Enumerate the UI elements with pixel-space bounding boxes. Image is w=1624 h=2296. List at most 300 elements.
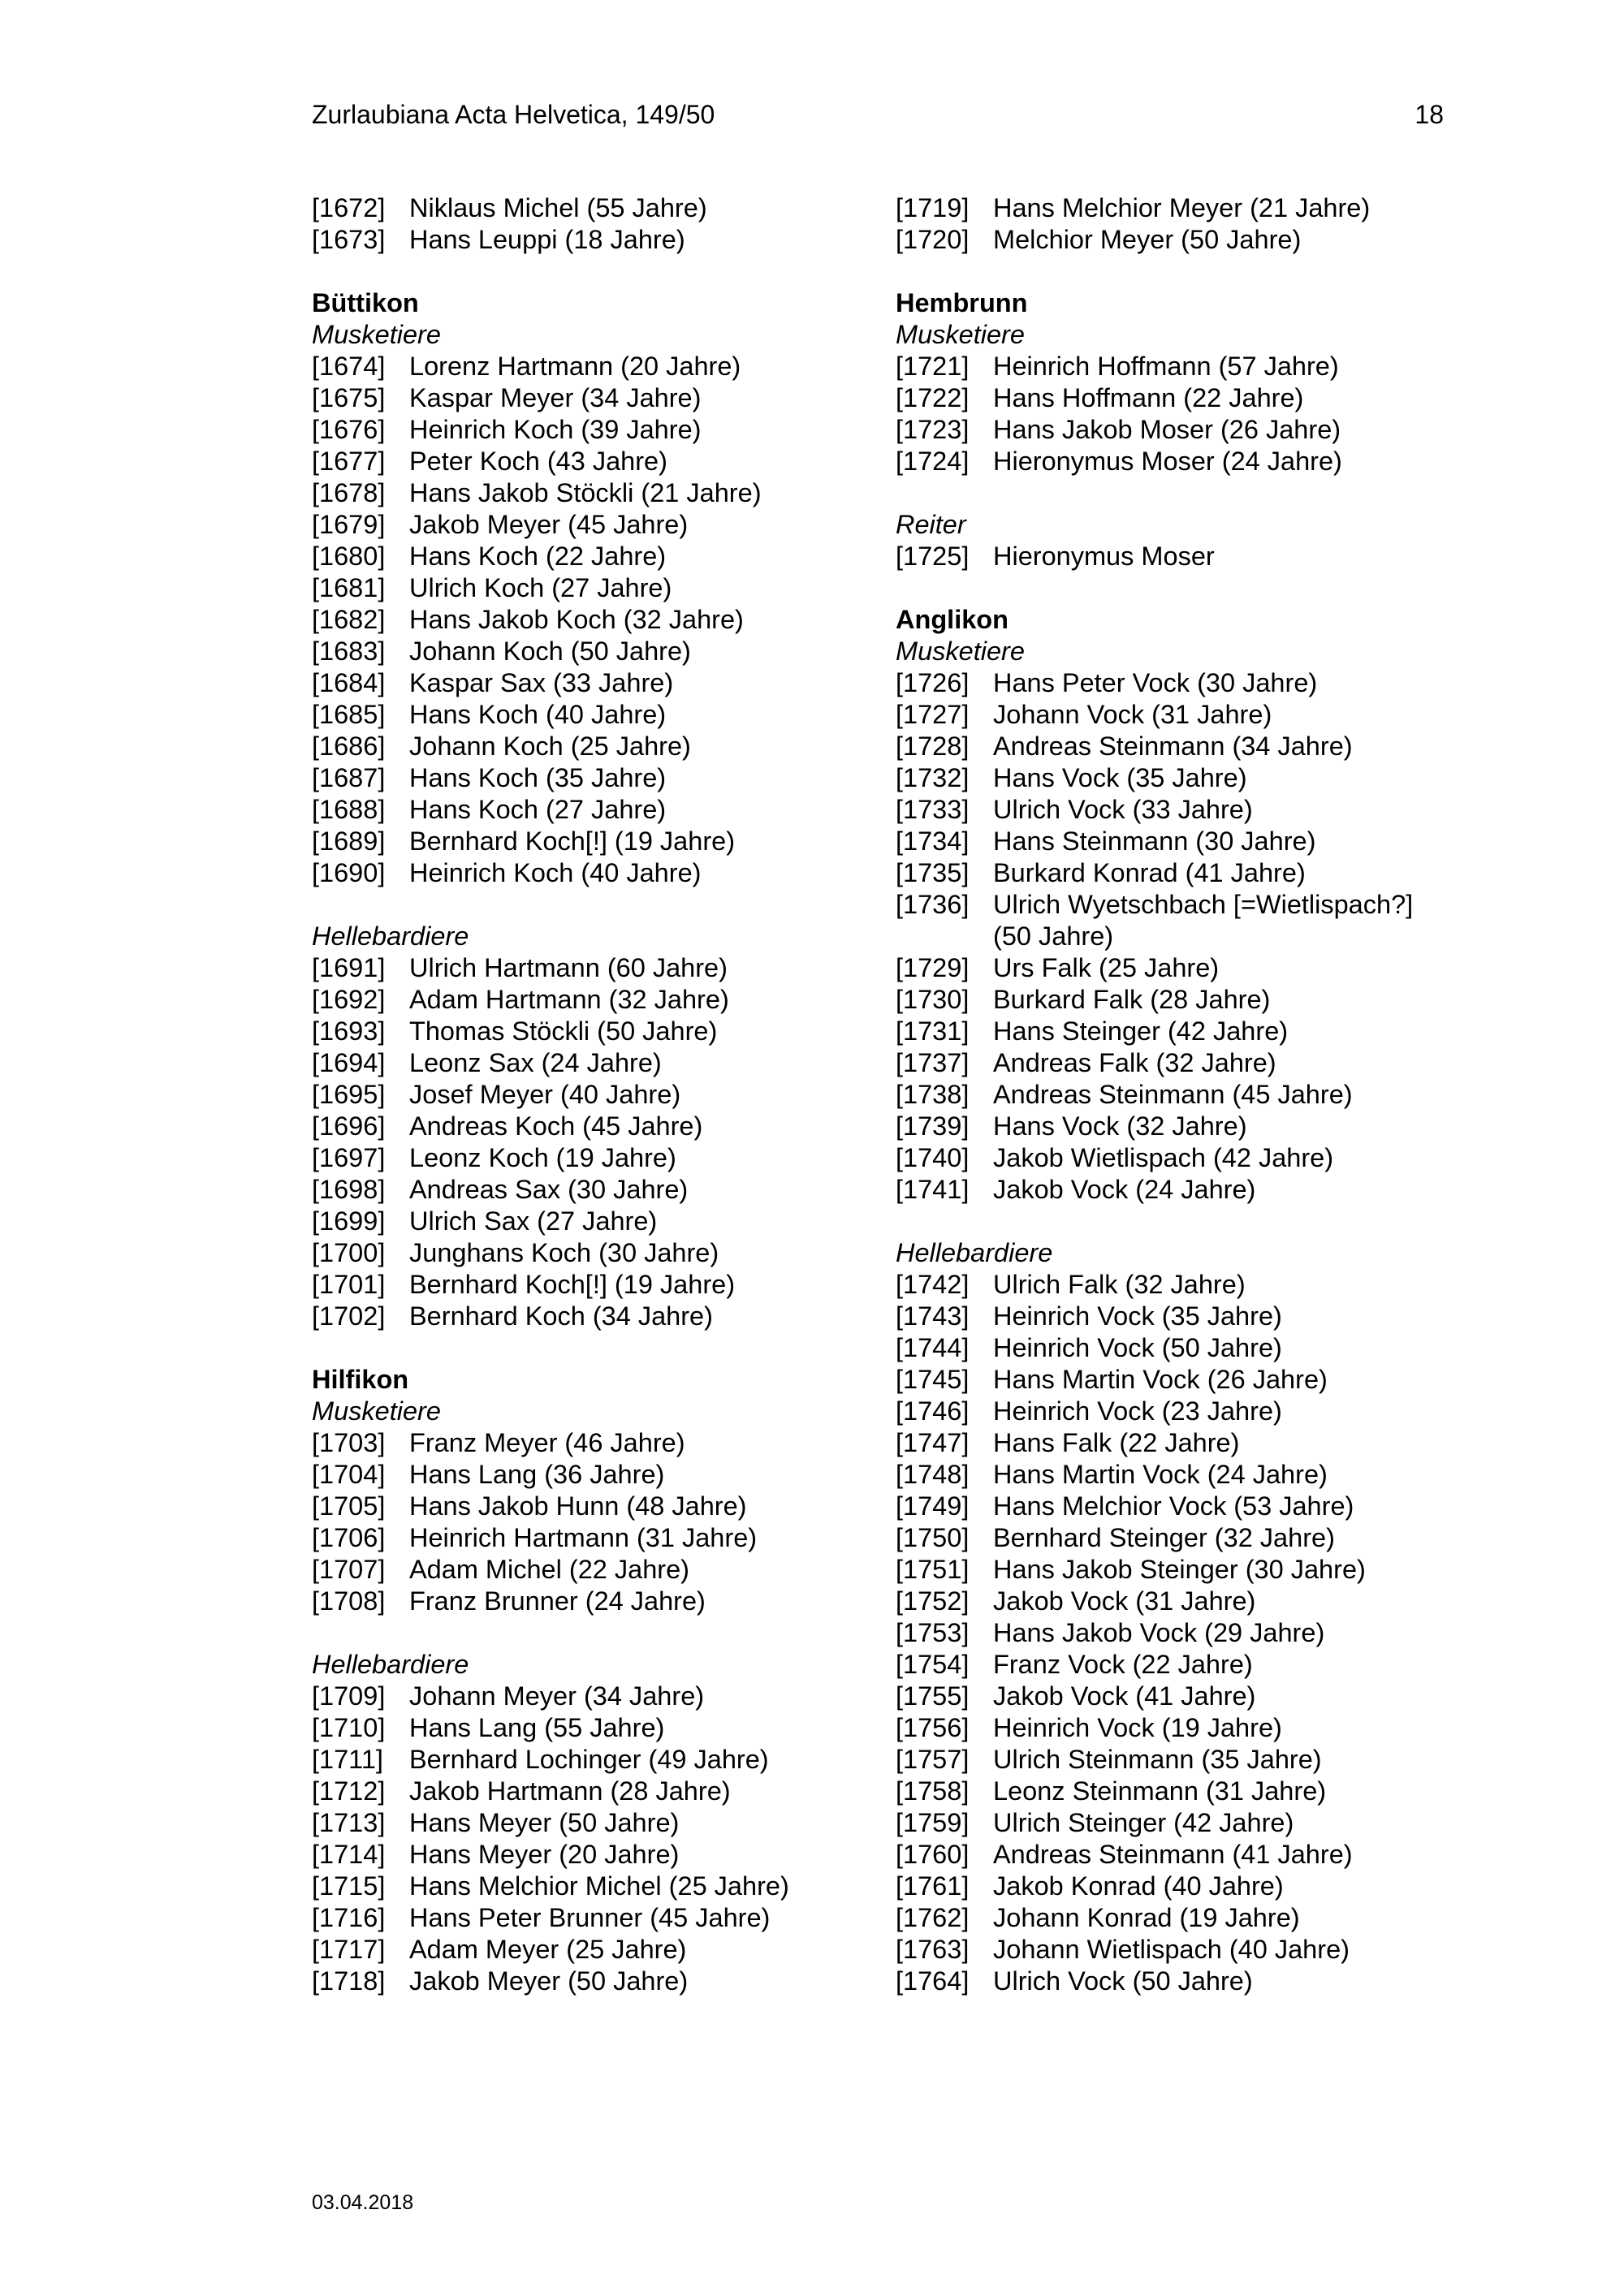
entry-number: [1676] [312, 415, 386, 444]
entry-name: Franz Meyer (46 Jahre) [409, 1428, 685, 1457]
entry-name: Heinrich Hoffmann (57 Jahre) [993, 352, 1339, 381]
section-heading: Anglikon [896, 605, 1009, 634]
roster-entry [896, 1111, 1464, 1142]
entry-name: Jakob Vock (31 Jahre) [993, 1586, 1256, 1616]
entry-number: [1681] [312, 573, 386, 602]
roster-entry [312, 699, 848, 731]
entry-name: Heinrich Vock (19 Jahre) [993, 1713, 1282, 1742]
entry-name: Adam Hartmann (32 Jahre) [409, 985, 729, 1014]
entry-number: [1764] [896, 1966, 970, 1996]
unit-category: Musketiere [896, 320, 1025, 349]
blank-line [312, 889, 848, 921]
roster-entry [312, 1142, 848, 1174]
roster-entry [312, 1491, 848, 1522]
entry-name: Hans Falk (22 Jahre) [993, 1428, 1240, 1457]
entry-number: [1758] [896, 1776, 970, 1806]
entry-number: [1718] [312, 1966, 386, 1996]
entry-number: [1699] [312, 1206, 386, 1236]
roster-entry [312, 1586, 848, 1617]
entry-number: [1706] [312, 1523, 386, 1552]
entry-name: Hans Koch (40 Jahre) [409, 700, 667, 729]
page-number: 18 [1415, 100, 1444, 129]
entry-name: Adam Michel (22 Jahre) [409, 1555, 689, 1584]
entry-number: [1702] [312, 1301, 386, 1331]
entry-number: [1762] [896, 1903, 970, 1932]
blank-line [896, 572, 1464, 604]
entry-name: Jakob Konrad (40 Jahre) [993, 1871, 1284, 1901]
entry-number: [1731] [896, 1016, 970, 1046]
roster-entry [896, 667, 1464, 699]
section-heading: Hembrunn [896, 288, 1028, 317]
entry-name: Jakob Vock (24 Jahre) [993, 1175, 1256, 1204]
blank-line [312, 1617, 848, 1649]
entry-name: Hans Jakob Hunn (48 Jahre) [409, 1491, 747, 1521]
entry-number: [1738] [896, 1080, 970, 1109]
section-heading: Hilfikon [312, 1365, 409, 1394]
entry-continuation: (50 Jahre) [993, 921, 1114, 951]
entry-name: Hans Melchior Meyer (21 Jahre) [993, 193, 1371, 222]
entry-number: [1752] [896, 1586, 970, 1616]
entry-name: Niklaus Michel (55 Jahre) [409, 193, 707, 222]
entry-number: [1754] [896, 1650, 970, 1679]
roster-entry [896, 1839, 1464, 1871]
entry-name: Ulrich Koch (27 Jahre) [409, 573, 672, 602]
roster-entry [312, 1427, 848, 1459]
roster-entry [896, 762, 1464, 794]
unit-category: Hellebardiere [896, 1238, 1053, 1267]
entry-number: [1739] [896, 1111, 970, 1141]
roster-entry [896, 826, 1464, 857]
entry-number: [1701] [312, 1270, 386, 1299]
entry-name: Ulrich Vock (33 Jahre) [993, 795, 1253, 824]
roster-entry [312, 572, 848, 604]
entry-name: Andreas Falk (32 Jahre) [993, 1048, 1276, 1077]
roster-entry [896, 857, 1464, 889]
entry-number: [1755] [896, 1681, 970, 1711]
roster-entry [312, 382, 848, 414]
entry-name: Andreas Steinmann (45 Jahre) [993, 1080, 1353, 1109]
entry-name: Kaspar Meyer (34 Jahre) [409, 383, 702, 412]
entry-number: [1723] [896, 415, 970, 444]
entry-name: Bernhard Lochinger (49 Jahre) [409, 1745, 769, 1774]
roster-entry [896, 1301, 1464, 1332]
roster-entry [896, 1079, 1464, 1111]
roster-entry [896, 1459, 1464, 1491]
entry-number: [1749] [896, 1491, 970, 1521]
roster-entry [896, 1807, 1464, 1839]
entry-number: [1757] [896, 1745, 970, 1774]
entry-name: Melchior Meyer (50 Jahre) [993, 225, 1302, 254]
entry-number: [1751] [896, 1555, 970, 1584]
roster-entry [896, 1871, 1464, 1902]
roster-entry [896, 1396, 1464, 1427]
entry-name: Johann Wietlispach (40 Jahre) [993, 1935, 1350, 1964]
entry-name: Thomas Stöckli (50 Jahre) [409, 1016, 718, 1046]
roster-entry [896, 351, 1464, 382]
entry-number: [1709] [312, 1681, 386, 1711]
roster-entry [896, 1681, 1464, 1712]
entry-number: [1693] [312, 1016, 386, 1046]
roster-entry [896, 1744, 1464, 1776]
entry-name: Urs Falk (25 Jahre) [993, 953, 1220, 982]
entry-name: Johann Koch (25 Jahre) [409, 732, 691, 761]
entry-name: Hans Jakob Koch (32 Jahre) [409, 605, 744, 634]
unit-category: Reiter [896, 510, 966, 539]
entry-name: Jakob Wietlispach (42 Jahre) [993, 1143, 1334, 1172]
entry-number: [1673] [312, 225, 386, 254]
entry-name: Hans Jakob Steinger (30 Jahre) [993, 1555, 1366, 1584]
roster-entry [896, 1617, 1464, 1649]
entry-number: [1684] [312, 668, 386, 697]
entry-number: [1695] [312, 1080, 386, 1109]
roster-entry [312, 1174, 848, 1206]
entry-number: [1744] [896, 1333, 970, 1362]
entry-name: Burkard Falk (28 Jahre) [993, 985, 1271, 1014]
entry-number: [1700] [312, 1238, 386, 1267]
entry-name: Ulrich Sax (27 Jahre) [409, 1206, 658, 1236]
entry-name: Hans Koch (35 Jahre) [409, 763, 667, 792]
entry-number: [1763] [896, 1935, 970, 1964]
entry-name: Hans Peter Vock (30 Jahre) [993, 668, 1318, 697]
entry-number: [1735] [896, 858, 970, 887]
entry-name: Hans Meyer (50 Jahre) [409, 1808, 680, 1837]
entry-name: Josef Meyer (40 Jahre) [409, 1080, 681, 1109]
roster-entry [896, 731, 1464, 762]
entry-name: Hans Koch (27 Jahre) [409, 795, 667, 824]
entry-name: Andreas Sax (30 Jahre) [409, 1175, 689, 1204]
entry-name: Ulrich Steinmann (35 Jahre) [993, 1745, 1322, 1774]
entry-name: Ulrich Hartmann (60 Jahre) [409, 953, 728, 982]
entry-name: Heinrich Koch (39 Jahre) [409, 415, 702, 444]
roster-entry [312, 192, 848, 224]
entry-name: Hans Lang (36 Jahre) [409, 1460, 665, 1489]
roster-entry [312, 826, 848, 857]
entry-number: [1750] [896, 1523, 970, 1552]
roster-entry [312, 1047, 848, 1079]
entry-number: [1711] [312, 1745, 383, 1774]
entry-number: [1686] [312, 732, 386, 761]
entry-name: Hans Vock (32 Jahre) [993, 1111, 1247, 1141]
roster-entry [896, 1364, 1464, 1396]
unit-category: Hellebardiere [312, 1650, 469, 1679]
entry-name: Andreas Steinmann (34 Jahre) [993, 732, 1353, 761]
entry-number: [1736] [896, 890, 970, 919]
entry-name: Hans Jakob Vock (29 Jahre) [993, 1618, 1325, 1647]
entry-name: Hans Martin Vock (24 Jahre) [993, 1460, 1328, 1489]
entry-number: [1717] [312, 1935, 386, 1964]
entry-name: Hieronymus Moser [993, 542, 1215, 571]
roster-entry [312, 604, 848, 636]
entry-number: [1714] [312, 1840, 386, 1869]
entry-name: Hans Jakob Stöckli (21 Jahre) [409, 478, 762, 507]
entry-number: [1730] [896, 985, 970, 1014]
entry-number: [1737] [896, 1048, 970, 1077]
entry-name: Ulrich Falk (32 Jahre) [993, 1270, 1246, 1299]
roster-entry [312, 1776, 848, 1807]
roster-entry [896, 1554, 1464, 1586]
entry-name: Leonz Koch (19 Jahre) [409, 1143, 676, 1172]
entry-name: Andreas Koch (45 Jahre) [409, 1111, 703, 1141]
entry-name: Hans Melchior Michel (25 Jahre) [409, 1871, 789, 1901]
roster-entry [896, 794, 1464, 826]
entry-number: [1716] [312, 1903, 386, 1932]
roster-entry [896, 1332, 1464, 1364]
entry-number: [1722] [896, 383, 970, 412]
roster-entry [312, 731, 848, 762]
roster-entry [896, 1712, 1464, 1744]
roster-entry [896, 952, 1464, 984]
entry-name: Hans Peter Brunner (45 Jahre) [409, 1903, 771, 1932]
roster-entry [312, 414, 848, 446]
entry-number: [1705] [312, 1491, 386, 1521]
entry-number: [1733] [896, 795, 970, 824]
entry-name: Johann Vock (31 Jahre) [993, 700, 1272, 729]
entry-name: Bernhard Steinger (32 Jahre) [993, 1523, 1335, 1552]
entry-number: [1753] [896, 1618, 970, 1647]
entry-name: Hans Melchior Vock (53 Jahre) [993, 1491, 1354, 1521]
roster-entry [312, 477, 848, 509]
roster-entry [896, 1776, 1464, 1807]
entry-number: [1724] [896, 447, 970, 476]
blank-line [312, 256, 848, 287]
roster-entry [312, 1269, 848, 1301]
roster-entry [312, 1554, 848, 1586]
entry-number: [1756] [896, 1713, 970, 1742]
blank-line [896, 1206, 1464, 1237]
entry-name: Heinrich Vock (35 Jahre) [993, 1301, 1282, 1331]
roster-entry [312, 636, 848, 667]
roster-entry [312, 1016, 848, 1047]
entry-number: [1759] [896, 1808, 970, 1837]
roster-entry [312, 1934, 848, 1966]
entry-name: Bernhard Koch[!] (19 Jahre) [409, 1270, 736, 1299]
entry-number: [1692] [312, 985, 386, 1014]
entry-name: Hans Steinmann (30 Jahre) [993, 826, 1316, 856]
entry-number: [1683] [312, 637, 386, 666]
footer-date: 03.04.2018 [312, 2191, 414, 2214]
roster-entry [312, 1966, 848, 1997]
unit-category: Musketiere [312, 1396, 441, 1426]
unit-category: Musketiere [312, 320, 441, 349]
roster-entry [896, 224, 1464, 256]
entry-name: Burkard Konrad (41 Jahre) [993, 858, 1306, 887]
roster-entry [896, 1586, 1464, 1617]
roster-entry [896, 1491, 1464, 1522]
roster-entry [312, 1839, 848, 1871]
entry-number: [1728] [896, 732, 970, 761]
entry-number: [1734] [896, 826, 970, 856]
entry-name: Leonz Steinmann (31 Jahre) [993, 1776, 1327, 1806]
entry-number: [1715] [312, 1871, 386, 1901]
entry-number: [1691] [312, 953, 386, 982]
entry-number: [1674] [312, 352, 386, 381]
unit-category: Musketiere [896, 637, 1025, 666]
section-heading: Büttikon [312, 288, 419, 317]
entry-number: [1745] [896, 1365, 970, 1394]
roster-entry [312, 1681, 848, 1712]
entry-name: Franz Brunner (24 Jahre) [409, 1586, 706, 1616]
roster-entry [312, 351, 848, 382]
roster-entry [312, 762, 848, 794]
entry-number: [1685] [312, 700, 386, 729]
entry-number: [1721] [896, 352, 970, 381]
roster-entry [312, 1237, 848, 1269]
roster-entry [312, 857, 848, 889]
entry-name: Jakob Hartmann (28 Jahre) [409, 1776, 731, 1806]
roster-entry [896, 1142, 1464, 1174]
roster-entry [312, 984, 848, 1016]
entry-name: Hans Lang (55 Jahre) [409, 1713, 665, 1742]
entry-name: Heinrich Koch (40 Jahre) [409, 858, 702, 887]
roster-entry [312, 446, 848, 477]
roster-entry [896, 1522, 1464, 1554]
entry-name: Ulrich Steinger (42 Jahre) [993, 1808, 1294, 1837]
unit-category: Hellebardiere [312, 921, 469, 951]
entry-name: Lorenz Hartmann (20 Jahre) [409, 352, 741, 381]
roster-entry [896, 1902, 1464, 1934]
entry-name: Hans Meyer (20 Jahre) [409, 1840, 680, 1869]
roster-entry [312, 1079, 848, 1111]
entry-number: [1712] [312, 1776, 386, 1806]
entry-number: [1727] [896, 700, 970, 729]
entry-number: [1690] [312, 858, 386, 887]
entry-name: Hans Martin Vock (26 Jahre) [993, 1365, 1328, 1394]
roster-entry [896, 192, 1464, 224]
entry-number: [1729] [896, 953, 970, 982]
roster-entry [312, 794, 848, 826]
entry-number: [1696] [312, 1111, 386, 1141]
entry-name: Hans Hoffmann (22 Jahre) [993, 383, 1304, 412]
entry-number: [1741] [896, 1175, 970, 1204]
running-header-title: Zurlaubiana Acta Helvetica, 149/50 [312, 100, 715, 129]
roster-entry [312, 509, 848, 541]
entry-number: [1732] [896, 763, 970, 792]
roster-entry [896, 1649, 1464, 1681]
entry-number: [1720] [896, 225, 970, 254]
entry-number: [1698] [312, 1175, 386, 1204]
roster-entry [896, 1934, 1464, 1966]
entry-number: [1740] [896, 1143, 970, 1172]
roster-entry [312, 1744, 848, 1776]
entry-name: Ulrich Wyetschbach [=Wietlispach?] [993, 890, 1414, 919]
entry-name: Jakob Meyer (50 Jahre) [409, 1966, 689, 1996]
entry-number: [1677] [312, 447, 386, 476]
entry-name: Hieronymus Moser (24 Jahre) [993, 447, 1342, 476]
entry-number: [1747] [896, 1428, 970, 1457]
entry-name: Johann Koch (50 Jahre) [409, 637, 691, 666]
entry-name: Franz Vock (22 Jahre) [993, 1650, 1253, 1679]
roster-entry [896, 1016, 1464, 1047]
entry-number: [1682] [312, 605, 386, 634]
entry-number: [1689] [312, 826, 386, 856]
right-column [896, 192, 1464, 1997]
roster-entry [312, 1459, 848, 1491]
entry-name: Ulrich Vock (50 Jahre) [993, 1966, 1253, 1996]
entry-number: [1688] [312, 795, 386, 824]
entry-name: Hans Leuppi (18 Jahre) [409, 225, 685, 254]
entry-name: Hans Vock (35 Jahre) [993, 763, 1247, 792]
entry-number: [1726] [896, 668, 970, 697]
left-column [312, 192, 848, 1997]
entry-number: [1707] [312, 1555, 386, 1584]
roster-entry [896, 1427, 1464, 1459]
roster-entry [312, 1206, 848, 1237]
entry-number: [1761] [896, 1871, 970, 1901]
roster-entry [896, 984, 1464, 1016]
entry-name: Heinrich Hartmann (31 Jahre) [409, 1523, 758, 1552]
entry-number: [1725] [896, 542, 970, 571]
entry-name: Peter Koch (43 Jahre) [409, 447, 667, 476]
blank-line [896, 477, 1464, 509]
entry-number: [1697] [312, 1143, 386, 1172]
entry-name: Leonz Sax (24 Jahre) [409, 1048, 662, 1077]
entry-number: [1719] [896, 193, 970, 222]
entry-number: [1710] [312, 1713, 386, 1742]
blank-line [312, 1332, 848, 1364]
entry-name: Hans Koch (22 Jahre) [409, 542, 667, 571]
entry-number: [1760] [896, 1840, 970, 1869]
roster-entry [312, 1111, 848, 1142]
entry-name: Junghans Koch (30 Jahre) [409, 1238, 719, 1267]
roster-entry [312, 667, 848, 699]
entry-number: [1743] [896, 1301, 970, 1331]
entry-number: [1694] [312, 1048, 386, 1077]
roster-entry [896, 1269, 1464, 1301]
entry-name: Bernhard Koch[!] (19 Jahre) [409, 826, 736, 856]
entry-name: Johann Konrad (19 Jahre) [993, 1903, 1300, 1932]
entry-number: [1680] [312, 542, 386, 571]
roster-entry [312, 1301, 848, 1332]
entry-name: Kaspar Sax (33 Jahre) [409, 668, 674, 697]
entry-name: Heinrich Vock (23 Jahre) [993, 1396, 1282, 1426]
entry-number: [1748] [896, 1460, 970, 1489]
roster-entry [312, 1712, 848, 1744]
entry-number: [1703] [312, 1428, 386, 1457]
roster-entry [312, 224, 848, 256]
entry-name: Bernhard Koch (34 Jahre) [409, 1301, 713, 1331]
roster-entry [896, 541, 1464, 572]
roster-entry [312, 952, 848, 984]
entry-number: [1687] [312, 763, 386, 792]
roster-entry [896, 1047, 1464, 1079]
blank-line [896, 256, 1464, 287]
roster-entry [896, 382, 1464, 414]
roster-entry [896, 889, 1464, 921]
entry-name: Jakob Vock (41 Jahre) [993, 1681, 1256, 1711]
entry-name: Hans Jakob Moser (26 Jahre) [993, 415, 1341, 444]
roster-entry [312, 541, 848, 572]
entry-number: [1742] [896, 1270, 970, 1299]
roster-entry [312, 1522, 848, 1554]
roster-entry [896, 446, 1464, 477]
entry-number: [1672] [312, 193, 386, 222]
entry-name: Andreas Steinmann (41 Jahre) [993, 1840, 1353, 1869]
entry-name: Adam Meyer (25 Jahre) [409, 1935, 687, 1964]
roster-entry [896, 414, 1464, 446]
entry-name: Heinrich Vock (50 Jahre) [993, 1333, 1282, 1362]
entry-number: [1679] [312, 510, 386, 539]
entry-number: [1704] [312, 1460, 386, 1489]
entry-number: [1678] [312, 478, 386, 507]
roster-entry [312, 1871, 848, 1902]
entry-number: [1708] [312, 1586, 386, 1616]
roster-entry [312, 1807, 848, 1839]
roster-entry [896, 1966, 1464, 1997]
entry-number: [1713] [312, 1808, 386, 1837]
entry-name: Johann Meyer (34 Jahre) [409, 1681, 705, 1711]
entry-name: Jakob Meyer (45 Jahre) [409, 510, 689, 539]
entry-name: Hans Steinger (42 Jahre) [993, 1016, 1289, 1046]
